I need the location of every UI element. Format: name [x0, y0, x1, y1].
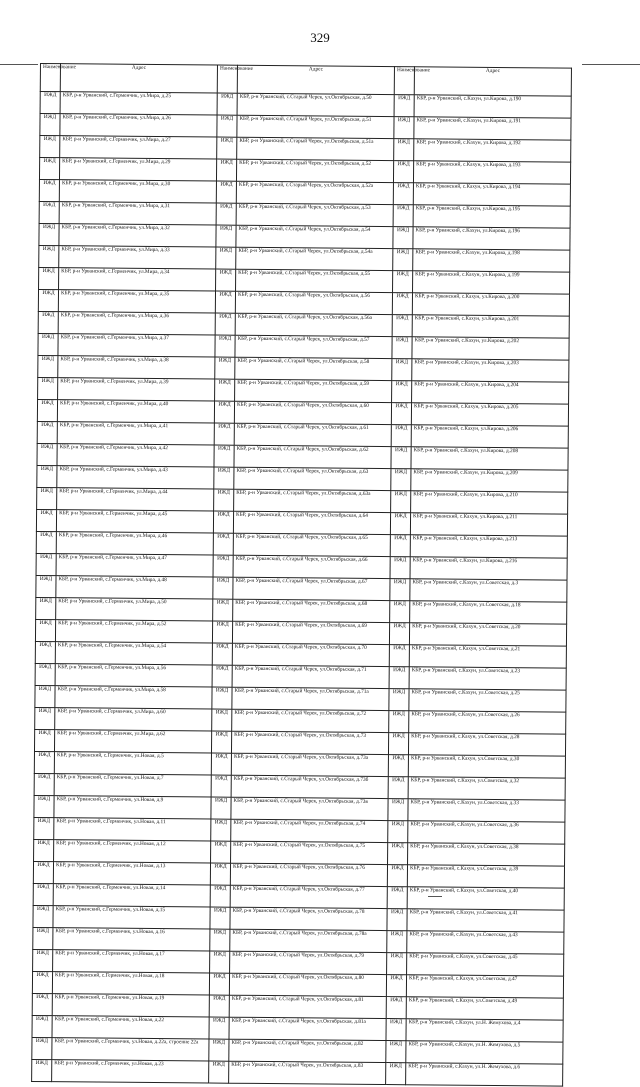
address-cell: КБР, р-н Урванский, с.Старый Черек, ул.Октябрьская, д.64: [233, 511, 390, 534]
address-cell: КБР, р-н Урванский, с.Герменчик, ул.Мира, д.34: [59, 268, 216, 291]
address-cell: КБР, р-н Урванский, с.Кахун, ул.Кирова, д.196: [413, 227, 570, 250]
object-type-cell: ИЖД: [37, 465, 57, 487]
object-type-cell: ИЖД: [389, 711, 409, 733]
object-type-cell: ИЖД: [32, 971, 52, 993]
address-cell: КБР, р-н Урванский, с.Кахун, ул.Кирова, д.199: [413, 271, 570, 294]
table-row: [32, 1059, 563, 1086]
address-cell: КБР, р-н Урванский, с.Старый Черек, ул.Октябрьская, д.56а: [235, 313, 392, 336]
page-number: 329: [310, 30, 330, 45]
object-type-cell: ИЖД: [38, 289, 58, 311]
object-type-cell: ИЖД: [389, 689, 409, 711]
object-type-cell: ИЖД: [211, 753, 231, 775]
object-type-cell: ИЖД: [212, 709, 232, 731]
address-cell: КБР, р-н Урванский, с.Герменчик, ул.Новая, д.17: [53, 950, 210, 973]
address-cell: КБР, р-н Урванский, с.Герменчик, ул.Мира, д.38: [58, 356, 215, 379]
object-type-cell: ИЖД: [215, 379, 235, 401]
object-type-cell: ИЖД: [36, 509, 56, 531]
address-cell: КБР, р-н Урванский, с.Старый Черек, ул.Октябрьская, д.79: [230, 951, 387, 974]
object-type-cell: ИЖД: [215, 313, 235, 335]
object-type-cell: ИЖД: [212, 665, 232, 687]
address-cell: КБР, р-н Урванский, с.Герменчик, ул.Мира, д.62: [54, 730, 211, 753]
object-type-cell: ИЖД: [386, 1063, 406, 1085]
object-type-cell: ИЖД: [389, 623, 409, 645]
address-cell: КБР, р-н Урванский, с.Герменчик, ул.Новая, д.19: [52, 994, 209, 1017]
object-type-cell: ИЖД: [215, 335, 235, 357]
address-cell: КБР, р-н Урванский, с.Кахун, ул.Советская, д.25: [409, 689, 566, 712]
object-type-cell: ИЖД: [216, 203, 236, 225]
object-type-cell: ИЖД: [39, 158, 59, 180]
address-cell: КБР, р-н Урванский, с.Старый Черек, ул.Октябрьская, д.52а: [236, 181, 393, 204]
address-cell: КБР, р-н Урванский, с.Кахун, ул.Кирова, д.205: [411, 403, 568, 426]
address-cell: КБР, р-н Урванский, с.Герменчик, ул.Мира, д.25: [60, 92, 217, 115]
object-type-cell: ИЖД: [388, 799, 408, 821]
address-cell: КБР, р-н Урванский, с.Старый Черек, ул.Октябрьская, д.75: [231, 841, 388, 864]
address-cell: КБР, р-н Урванский, с.Кахун, ул.Кирова, д.201: [412, 315, 569, 338]
address-cell: КБР, р-н Урванский, с.Старый Черек, ул.Октябрьская, д.54: [236, 225, 393, 248]
address-cell: КБР, р-н Урванский, с.Герменчик, ул.Новая, д.5: [54, 752, 211, 775]
object-type-cell: ИЖД: [40, 92, 60, 114]
address-cell: КБР, р-н Урванский, с.Старый Черек, ул.Октябрьская, д.73: [231, 731, 388, 754]
object-type-cell: ИЖД: [216, 247, 236, 269]
address-cell: КБР, р-н Урванский, с.Кахун, ул.Советская, д.38: [408, 843, 565, 866]
object-type-cell: ИЖД: [216, 181, 236, 203]
address-cell: КБР, р-н Урванский, с.Старый Черек, ул.Октябрьская, д.54а: [236, 247, 393, 270]
address-cell: КБР, р-н Урванский, с.Герменчик, ул.Мира, д.45: [56, 510, 213, 533]
object-type-cell: ИЖД: [32, 1015, 52, 1037]
address-cell: КБР, р-н Урванский, с.Старый Черек, ул.Октябрьская, д.51а: [237, 137, 394, 160]
address-cell: КБР, р-н Урванский, с.Герменчик, ул.Новая, д.7: [54, 774, 211, 797]
address-cell: КБР, р-н Урванский, с.Кахун, ул.Кирова, д.213: [410, 535, 567, 558]
object-type-cell: ИЖД: [387, 865, 407, 887]
object-type-cell: ИЖД: [214, 401, 234, 423]
address-cell: КБР, р-н Урванский, с.Старый Черек, ул.Октябрьская, д.68: [233, 599, 390, 622]
address-cell: КБР, р-н Урванский, с.Герменчик, ул.Мира, д.33: [59, 246, 216, 269]
object-type-cell: ИЖД: [217, 137, 237, 159]
address-cell: КБР, р-н Урванский, с.Герменчик, ул.Мира, д.44: [57, 488, 214, 511]
object-type-cell: ИЖД: [391, 491, 411, 513]
object-type-cell: ИЖД: [33, 905, 53, 927]
address-cell: КБР, р-н Урванский, с.Кахун, ул.Н. Жемухова, д.4: [406, 1019, 563, 1042]
object-type-cell: ИЖД: [39, 201, 59, 223]
object-type-cell: ИЖД: [37, 443, 57, 465]
object-type-cell: ИЖД: [37, 487, 57, 509]
object-type-cell: ИЖД: [391, 425, 411, 447]
address-cell: КБР, р-н Урванский, с.Кахун, ул.Советская, д.21: [409, 645, 566, 668]
object-type-cell: ИЖД: [210, 929, 230, 951]
address-cell: КБР, р-н Урванский, с.Кахун, ул.Кирова, д.194: [413, 183, 570, 206]
address-cell: КБР, р-н Урванский, с.Герменчик, ул.Мира, д.40: [57, 400, 214, 423]
object-type-cell: ИЖД: [387, 953, 407, 975]
object-type-cell: ИЖД: [38, 377, 58, 399]
address-cell: КБР, р-н Урванский, с.Старый Черек, ул.Октябрьская, д.81: [229, 995, 386, 1018]
object-type-cell: ИЖД: [33, 927, 53, 949]
address-cell: КБР, р-н Урванский, с.Старый Черек, ул.Октябрьская, д.73в: [231, 797, 388, 820]
address-cell: КБР, р-н Урванский, с.Герменчик, ул.Мира, д.39: [58, 378, 215, 401]
object-type-cell: ИЖД: [390, 513, 410, 535]
header-address-1: Адрес: [60, 64, 217, 93]
object-type-cell: ИЖД: [213, 555, 233, 577]
address-cell: КБР, р-н Урванский, с.Кахун, ул.Кирова, д.191: [414, 117, 571, 140]
address-cell: КБР, р-н Урванский, с.Кахун, ул.Н. Жемухова, д.6: [406, 1063, 563, 1086]
address-cell: КБР, р-н Урванский, с.Кахун, ул.Советская, д.33: [408, 799, 565, 822]
object-type-cell: ИЖД: [210, 951, 230, 973]
address-cell: КБР, р-н Урванский, с.Старый Черек, ул.Октябрьская, д.63а: [234, 489, 391, 512]
object-type-cell: ИЖД: [211, 841, 231, 863]
object-type-cell: ИЖД: [394, 139, 414, 161]
address-cell: КБР, р-н Урванский, с.Кахун, ул.Советская, д.45: [407, 953, 564, 976]
object-type-cell: ИЖД: [212, 643, 232, 665]
object-type-cell: ИЖД: [386, 975, 406, 997]
object-type-cell: ИЖД: [214, 423, 234, 445]
object-type-cell: ИЖД: [391, 447, 411, 469]
address-cell: КБР, р-н Урванский, с.Старый Черек, ул.Октябрьская, д.78а: [230, 929, 387, 952]
table-body: [32, 92, 572, 1087]
object-type-cell: ИЖД: [209, 1039, 229, 1061]
address-cell: КБР, р-н Урванский, с.Старый Черек, ул.Октябрьская, д.71а: [232, 687, 389, 710]
address-cell: КБР, р-н Урванский, с.Кахун, ул.Кирова, д.209: [411, 469, 568, 492]
object-type-cell: ИЖД: [390, 557, 410, 579]
address-cell: КБР, р-н Урванский, с.Кахун, ул.Советская, д.39: [407, 865, 564, 888]
object-type-cell: ИЖД: [38, 333, 58, 355]
object-type-cell: ИЖД: [393, 161, 413, 183]
address-cell: КБР, р-н Урванский, с.Кахун, ул.Советская, д.40: [407, 887, 564, 910]
address-cell: КБР, р-н Урванский, с.Герменчик, ул.Мира, д.27: [60, 136, 217, 159]
object-type-cell: ИЖД: [394, 117, 414, 139]
address-cell: КБР, р-н Урванский, с.Старый Черек, ул.Октябрьская, д.82: [229, 1039, 386, 1062]
object-type-cell: ИЖД: [211, 797, 231, 819]
address-cell: КБР, р-н Урванский, с.Герменчик, ул.Новая, д.16: [53, 928, 210, 951]
address-cell: КБР, р-н Урванский, с.Кахун, ул.Советская, д.3: [410, 579, 567, 602]
object-type-cell: ИЖД: [213, 533, 233, 555]
address-cell: КБР, р-н Урванский, с.Кахун, ул.Советская, д.30: [408, 755, 565, 778]
object-type-cell: ИЖД: [35, 707, 55, 729]
object-type-cell: ИЖД: [211, 819, 231, 841]
object-type-cell: ИЖД: [215, 291, 235, 313]
address-cell: КБР, р-н Урванский, с.Старый Черек, ул.Октябрьская, д.57: [235, 335, 392, 358]
object-type-cell: ИЖД: [32, 993, 52, 1015]
address-cell: КБР, р-н Урванский, с.Старый Черек, ул.Октябрьская, д.80: [229, 973, 386, 996]
object-type-cell: ИЖД: [391, 403, 411, 425]
object-type-cell: ИЖД: [214, 467, 234, 489]
address-cell: КБР, р-н Урванский, с.Кахун, ул.Советская, д.49: [406, 997, 563, 1020]
header-name-1: Наименование: [40, 64, 60, 92]
address-cell: КБР, р-н Урванский, с.Герменчик, ул.Новая, д.14: [53, 884, 210, 907]
address-cell: КБР, р-н Урванский, с.Старый Черек, ул.Октябрьская, д.58: [235, 357, 392, 380]
address-cell: КБР, р-н Урванский, с.Герменчик, ул.Мира, д.42: [57, 444, 214, 467]
address-cell: КБР, р-н Урванский, с.Герменчик, ул.Мира, д.31: [59, 202, 216, 225]
object-type-cell: ИЖД: [390, 601, 410, 623]
object-type-cell: ИЖД: [388, 733, 408, 755]
address-cell: КБР, р-н Урванский, с.Старый Черек, ул.Октябрьская, д.63: [234, 467, 391, 490]
address-cell: КБР, р-н Урванский, с.Старый Черек, ул.Октябрьская, д.55: [236, 269, 393, 292]
object-type-cell: ИЖД: [212, 687, 232, 709]
header-address-3: Адрес: [414, 67, 571, 96]
address-cell: КБР, р-н Урванский, с.Кахун, ул.Советская, д.23: [409, 667, 566, 690]
address-cell: КБР, р-н Урванский, с.Герменчик, ул.Мира, д.26: [60, 114, 217, 137]
object-type-cell: ИЖД: [214, 489, 234, 511]
address-cell: КБР, р-н Урванский, с.Кахун, ул.Кирова, д.203: [412, 359, 569, 382]
address-cell: КБР, р-н Урванский, с.Герменчик, ул.Мира, д.36: [58, 312, 215, 335]
object-type-cell: ИЖД: [388, 843, 408, 865]
address-cell: КБР, р-н Урванский, с.Кахун, ул.Кирова, д.202: [412, 337, 569, 360]
address-cell: КБР, р-н Урванский, с.Кахун, ул.Кирова, д.216: [410, 557, 567, 580]
address-cell: КБР, р-н Урванский, с.Старый Черек, ул.Октябрьская, д.81а: [229, 1017, 386, 1040]
object-type-cell: ИЖД: [393, 183, 413, 205]
address-cell: КБР, р-н Урванский, с.Старый Черек, ул.Октябрьская, д.77: [230, 885, 387, 908]
address-cell: КБР, р-н Урванский, с.Кахун, ул.Советская, д.20: [409, 623, 566, 646]
object-type-cell: ИЖД: [210, 863, 230, 885]
address-cell: КБР, р-н Урванский, с.Герменчик, ул.Мира, д.29: [59, 158, 216, 181]
object-type-cell: ИЖД: [211, 731, 231, 753]
address-cell: КБР, р-н Урванский, с.Кахун, ул.Советская, д.41: [407, 909, 564, 932]
address-cell: КБР, р-н Урванский, с.Кахун, ул.Советская, д.26: [409, 711, 566, 734]
address-cell: КБР, р-н Урванский, с.Герменчик, ул.Мира, д.43: [57, 466, 214, 489]
object-type-cell: ИЖД: [34, 795, 54, 817]
object-type-cell: ИЖД: [40, 114, 60, 136]
address-cell: КБР, р-н Урванский, с.Герменчик, ул.Мира, д.58: [55, 686, 212, 709]
address-cell: КБР, р-н Урванский, с.Герменчик, ул.Новая, д.15: [53, 906, 210, 929]
address-cell: КБР, р-н Урванский, с.Герменчик, ул.Мира, д.46: [56, 532, 213, 555]
scan-mark-right: [582, 64, 640, 65]
address-cell: КБР, р-н Урванский, с.Старый Черек, ул.Октябрьская, д.51: [237, 115, 394, 138]
object-type-cell: ИЖД: [36, 553, 56, 575]
address-cell: КБР, р-н Урванский, с.Герменчик, ул.Новая, д.22а, строение 22а: [52, 1038, 209, 1061]
object-type-cell: ИЖД: [213, 577, 233, 599]
object-type-cell: ИЖД: [392, 293, 412, 315]
address-cell: КБР, р-н Урванский, с.Старый Черек, ул.Октябрьская, д.52: [236, 159, 393, 182]
object-type-cell: ИЖД: [32, 1059, 52, 1081]
address-cell: КБР, р-н Урванский, с.Герменчик, ул.Мира, д.54: [55, 642, 212, 665]
object-type-cell: ИЖД: [394, 95, 414, 117]
address-cell: КБР, р-н Урванский, с.Герменчик, ул.Мира, д.37: [58, 334, 215, 357]
address-cell: КБР, р-н Урванский, с.Старый Черек, ул.Октябрьская, д.50: [237, 93, 394, 116]
address-cell: КБР, р-н Урванский, с.Кахун, ул.Кирова, д.208: [411, 447, 568, 470]
object-type-cell: ИЖД: [389, 645, 409, 667]
object-type-cell: ИЖД: [217, 93, 237, 115]
address-cell: КБР, р-н Урванский, с.Герменчик, ул.Мира, д.50: [56, 598, 213, 621]
object-type-cell: ИЖД: [215, 357, 235, 379]
object-type-cell: ИЖД: [386, 1041, 406, 1063]
object-type-cell: ИЖД: [214, 445, 234, 467]
object-type-cell: ИЖД: [393, 249, 413, 271]
address-cell: КБР, р-н Урванский, с.Кахун, ул.Советская, д.36: [408, 821, 565, 844]
address-cell: КБР, р-н Урванский, с.Старый Черек, ул.Октябрьская, д.71: [232, 665, 389, 688]
object-type-cell: ИЖД: [34, 729, 54, 751]
object-type-cell: ИЖД: [36, 597, 56, 619]
object-type-cell: ИЖД: [386, 997, 406, 1019]
address-cell: КБР, р-н Урванский, с.Кахун, ул.Кирова, д.204: [412, 381, 569, 404]
address-cell: КБР, р-н Урванский, с.Герменчик, ул.Новая, д.22: [52, 1016, 209, 1039]
address-cell: КБР, р-н Урванский, с.Старый Черек, ул.Октябрьская, д.69: [232, 621, 389, 644]
object-type-cell: ИЖД: [387, 909, 407, 931]
object-type-cell: ИЖД: [37, 421, 57, 443]
address-cell: КБР, р-н Урванский, с.Старый Черек, ул.Октябрьская, д.78: [230, 907, 387, 930]
object-type-cell: ИЖД: [392, 337, 412, 359]
object-type-cell: ИЖД: [216, 159, 236, 181]
object-type-cell: ИЖД: [32, 1037, 52, 1059]
address-cell: КБР, р-н Урванский, с.Кахун, ул.Кирова, д.211: [410, 513, 567, 536]
address-cell: КБР, р-н Урванский, с.Кахун, ул.Советская, д.47: [406, 975, 563, 998]
address-cell: КБР, р-н Урванский, с.Старый Черек, ул.Октябрьская, д.73а: [231, 753, 388, 776]
address-cell: КБР, р-н Урванский, с.Старый Черек, ул.Октябрьская, д.65: [233, 533, 390, 556]
address-cell: КБР, р-н Урванский, с.Старый Черек, ул.Октябрьская, д.62: [234, 445, 391, 468]
object-type-cell: ИЖД: [39, 267, 59, 289]
object-type-cell: ИЖД: [388, 777, 408, 799]
address-cell: КБР, р-н Урванский, с.Кахун, ул.Советская, д.18: [410, 601, 567, 624]
address-cell: КБР, р-н Урванский, с.Герменчик, ул.Мира, д.30: [59, 180, 216, 203]
address-cell: КБР, р-н Урванский, с.Герменчик, ул.Новая, д.11: [54, 818, 211, 841]
object-type-cell: ИЖД: [388, 755, 408, 777]
address-cell: КБР, р-н Урванский, с.Герменчик, ул.Мира, д.48: [56, 576, 213, 599]
object-type-cell: ИЖД: [209, 973, 229, 995]
scan-mark-left: [0, 64, 38, 65]
address-cell: КБР, р-н Урванский, с.Кахун, ул.Советская, д.43: [407, 931, 564, 954]
address-cell: КБР, р-н Урванский, с.Старый Черек, ул.Октябрьская, д.74: [231, 819, 388, 842]
address-cell: КБР, р-н Урванский, с.Старый Черек, ул.Октябрьская, д.61: [234, 423, 391, 446]
address-cell: КБР, р-н Урванский, с.Кахун, ул.Кирова, д.200: [412, 293, 569, 316]
object-type-cell: ИЖД: [39, 245, 59, 267]
object-type-cell: ИЖД: [36, 531, 56, 553]
object-type-cell: ИЖД: [37, 399, 57, 421]
address-cell: КБР, р-н Урванский, с.Герменчик, ул.Мира, д.41: [57, 422, 214, 445]
address-cell: КБР, р-н Урванский, с.Герменчик, ул.Мира, д.35: [58, 290, 215, 313]
address-cell: КБР, р-н Урванский, с.Старый Черек, ул.Октябрьская, д.76: [230, 863, 387, 886]
object-type-cell: ИЖД: [388, 821, 408, 843]
object-type-cell: ИЖД: [392, 359, 412, 381]
object-type-cell: ИЖД: [33, 861, 53, 883]
address-cell: КБР, р-н Урванский, с.Кахун, ул.Кирова, д.198: [413, 249, 570, 272]
address-cell: КБР, р-н Урванский, с.Кахун, ул.Кирова, д.193: [413, 161, 570, 184]
header-name-2: Наименование: [217, 65, 237, 93]
address-cell: КБР, р-н Урванский, с.Старый Черек, ул.Октябрьская, д.66: [233, 555, 390, 578]
address-cell: КБР, р-н Урванский, с.Герменчик, ул.Мира, д.56: [55, 664, 212, 687]
address-cell: КБР, р-н Урванский, с.Старый Черек, ул.Октябрьская, д.70: [232, 643, 389, 666]
address-cell: КБР, р-н Урванский, с.Старый Черек, ул.Октябрьская, д.72: [232, 709, 389, 732]
address-cell: КБР, р-н Урванский, с.Герменчик, ул.Мира, д.52: [55, 620, 212, 643]
address-table: [31, 63, 572, 1087]
address-cell: КБР, р-н Урванский, с.Кахун, ул.Кирова, д.206: [411, 425, 568, 448]
object-type-cell: ИЖД: [209, 1017, 229, 1039]
object-type-cell: ИЖД: [213, 511, 233, 533]
address-cell: КБР, р-н Урванский, с.Старый Черек, ул.Октябрьская, д.56: [235, 291, 392, 314]
object-type-cell: ИЖД: [211, 775, 231, 797]
address-cell: КБР, р-н Урванский, с.Кахун, ул.Кирова, д.192: [414, 139, 571, 162]
object-type-cell: ИЖД: [36, 575, 56, 597]
object-type-cell: ИЖД: [35, 641, 55, 663]
address-cell: КБР, р-н Урванский, с.Герменчик, ул.Мира, д.60: [55, 708, 212, 731]
address-cell: КБР, р-н Урванский, с.Кахун, ул.Н. Жемухова, д.5: [406, 1041, 563, 1064]
object-type-cell: ИЖД: [216, 269, 236, 291]
address-cell: КБР, р-н Урванский, с.Герменчик, ул.Мира, д.32: [59, 224, 216, 247]
object-type-cell: ИЖД: [33, 883, 53, 905]
address-cell: КБР, р-н Урванский, с.Кахун, ул.Кирова, д.210: [411, 491, 568, 514]
address-cell: КБР, р-н Урванский, с.Герменчик, ул.Новая, д.13: [53, 862, 210, 885]
object-type-cell: ИЖД: [34, 751, 54, 773]
object-type-cell: ИЖД: [34, 773, 54, 795]
address-cell: КБР, р-н Урванский, с.Старый Черек, ул.Октябрьская, д.59: [235, 379, 392, 402]
address-cell: КБР, р-н Урванский, с.Старый Черек, ул.Октябрьская, д.53: [236, 203, 393, 226]
object-type-cell: ИЖД: [387, 931, 407, 953]
object-type-cell: ИЖД: [40, 136, 60, 158]
address-cell: КБР, р-н Урванский, с.Кахун, ул.Кирова, д.195: [413, 205, 570, 228]
object-type-cell: ИЖД: [213, 599, 233, 621]
object-type-cell: ИЖД: [393, 227, 413, 249]
object-type-cell: ИЖД: [35, 685, 55, 707]
object-type-cell: ИЖД: [390, 535, 410, 557]
address-cell: КБР, р-н Урванский, с.Кахун, ул.Советская, д.28: [408, 733, 565, 756]
object-type-cell: ИЖД: [389, 667, 409, 689]
address-cell: КБР, р-н Урванский, с.Старый Черек, ул.Октябрьская, д.83: [229, 1061, 386, 1084]
object-type-cell: ИЖД: [391, 469, 411, 491]
object-type-cell: ИЖД: [387, 887, 407, 909]
object-type-cell: ИЖД: [209, 1061, 229, 1083]
address-cell: КБР, р-н Урванский, с.Старый Черек, ул.Октябрьская, д.60: [234, 401, 391, 424]
object-type-cell: ИЖД: [34, 839, 54, 861]
object-type-cell: ИЖД: [35, 619, 55, 641]
object-type-cell: ИЖД: [393, 271, 413, 293]
object-type-cell: ИЖД: [386, 1019, 406, 1041]
object-type-cell: ИЖД: [390, 579, 410, 601]
object-type-cell: ИЖД: [212, 621, 232, 643]
address-cell: КБР, р-н Урванский, с.Герменчик, ул.Мира, д.47: [56, 554, 213, 577]
object-type-cell: ИЖД: [33, 949, 53, 971]
object-type-cell: ИЖД: [39, 179, 59, 201]
object-type-cell: ИЖД: [217, 115, 237, 137]
object-type-cell: ИЖД: [392, 315, 412, 337]
address-cell: КБР, р-н Урванский, с.Герменчик, ул.Новая, д.9: [54, 796, 211, 819]
object-type-cell: ИЖД: [209, 995, 229, 1017]
object-type-cell: ИЖД: [216, 225, 236, 247]
object-type-cell: ИЖД: [35, 663, 55, 685]
address-cell: КБР, р-н Урванский, с.Герменчик, ул.Новая, д.23: [52, 1060, 209, 1083]
object-type-cell: ИЖД: [210, 885, 230, 907]
object-type-cell: ИЖД: [34, 817, 54, 839]
header-address-2: Адрес: [237, 65, 394, 94]
address-cell: КБР, р-н Урванский, с.Герменчик, ул.Новая, д.18: [52, 972, 209, 995]
address-cell: КБР, р-н Урванский, с.Кахун, ул.Советская, д.32: [408, 777, 565, 800]
object-type-cell: ИЖД: [38, 355, 58, 377]
object-type-cell: ИЖД: [38, 311, 58, 333]
object-type-cell: ИЖД: [39, 223, 59, 245]
address-cell: КБР, р-н Урванский, с.Старый Черек, ул.Октябрьская, д.73б: [231, 775, 388, 798]
address-cell: КБР, р-н Урванский, с.Старый Черек, ул.Октябрьская, д.67: [233, 577, 390, 600]
address-cell: КБР, р-н Урванский, с.Кахун, ул.Кирова, д.190: [414, 95, 571, 118]
address-cell: КБР, р-н Урванский, с.Герменчик, ул.Новая, д.12: [54, 840, 211, 863]
header-name-3: Наименование: [394, 67, 414, 95]
object-type-cell: ИЖД: [393, 205, 413, 227]
object-type-cell: ИЖД: [392, 381, 412, 403]
object-type-cell: ИЖД: [210, 907, 230, 929]
